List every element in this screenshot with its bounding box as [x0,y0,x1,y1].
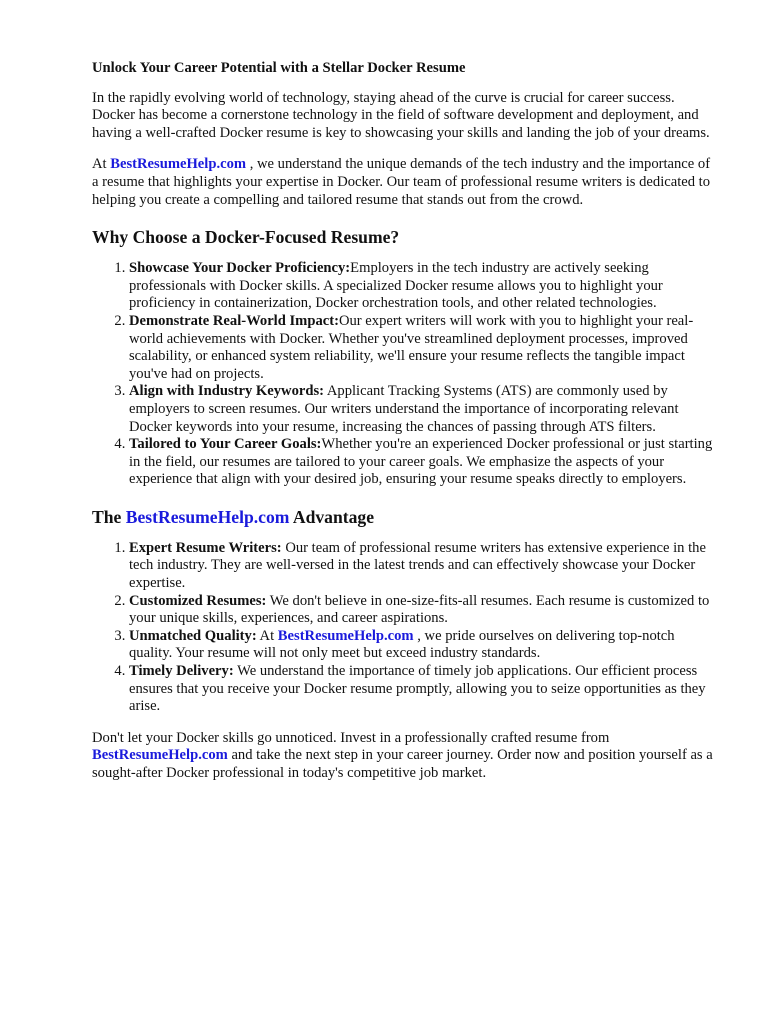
item-label: Demonstrate Real-World Impact: [129,312,339,329]
list-item [129,663,714,716]
intro-paragraph: In the rapidly evolving world of technology, staying ahead of the curve is crucial for career success. Docker has become a cornerstone technology in the field of software development and deployment, and having a well-crafted Docker resume is key to showcasing your skills and landing the job of your dreams. [92,89,710,141]
list-item [129,383,714,436]
item-text: Our expert writers will work with you to highlight your real-world achievements with Docker. Whether you've streamlined deployment processes, improved scalability, or enhanced system reliability, we'll ensure your resume reflects the tangible impact you've had on projects. [129,312,694,382]
document-title: Unlock Your Career Potential with a Stellar Docker Resume [92,60,466,76]
list-item [129,628,714,663]
brand-link[interactable]: BestResumeHelp.com [277,627,414,644]
item-text: We understand the importance of timely job applications. Our efficient process ensures that you receive your Docker resume promptly, allowing you to seize opportunities as they arise. [129,663,706,715]
item-label: Expert Resume Writers: [129,539,282,556]
item-text: We don't believe in one-size-fits-all resumes. Each resume is customized to your unique skills, experiences, and career aspirations. [129,592,710,627]
item-label: Customized Resumes: [129,592,267,609]
item-label: Tailored to Your Career Goals: [129,436,322,453]
list-item [129,260,714,313]
document-page [92,60,714,797]
closing-paragraph [92,730,714,783]
heading-prefix: The [92,506,122,527]
closing-suffix: and take the next step in your career journey. Order now and position yourself as a sought-after Docker professional in today's competitive job market. [92,747,713,781]
brand-link[interactable]: BestResumeHelp.com [92,747,228,764]
section2-heading [92,507,714,528]
about-suffix: , we understand the unique demands of the tech industry and the importance of a resume that highlights your expertise in Docker. Our team of professional resume writers is dedicated to helping you create a compelling and tailored resume that stands out from the crowd. [92,156,711,208]
closing-prefix: Don't let your Docker skills go unnoticed. Invest in a professionally crafted resume from [92,729,610,746]
item-text: Our team of professional resume writers has extensive experience in the tech industry. They are well-versed in the latest trends and can effectively showcase your Docker expertise. [129,539,706,592]
list-item [129,540,714,593]
section1-list [92,260,714,489]
heading-suffix: Advantage [292,506,375,527]
section2-list [92,540,714,716]
brand-link[interactable]: BestResumeHelp.com [110,156,247,173]
item-text-prefix: At [256,627,275,644]
about-prefix: At [92,156,107,173]
item-label: Timely Delivery: [129,663,234,680]
item-label: Align with Industry Keywords: [129,383,325,400]
list-item [129,436,714,489]
item-label: Unmatched Quality: [129,627,257,644]
list-item [129,313,714,383]
item-text-suffix: , we pride ourselves on delivering top-notch quality. Your resume will not only meet but exceed industry standards. [129,627,675,662]
item-label: Showcase Your Docker Proficiency: [129,260,351,277]
item-text: Applicant Tracking Systems (ATS) are commonly used by employers to screen resumes. Our writers understand the importance of incorporating relevant Docker keywords into your resume, increasing the chances of passing through ATS filters. [129,383,679,435]
about-paragraph [92,156,714,209]
item-text: Whether you're an experienced Docker professional or just starting in the field, our resumes are tailored to your career goals. We emphasize the aspects of your experience that align with your desired job, ensuring your resume speaks directly to employers. [129,436,713,488]
list-item [129,593,714,628]
brand-link[interactable]: BestResumeHelp.com [125,506,290,527]
item-text: Employers in the tech industry are actively seeking professionals with Docker skills. A specialized Docker resume allows you to highlight your proficiency in containerization, Docker orchestration tools, and other related technologies. [129,260,663,312]
section1-heading: Why Choose a Docker-Focused Resume? [92,227,400,248]
